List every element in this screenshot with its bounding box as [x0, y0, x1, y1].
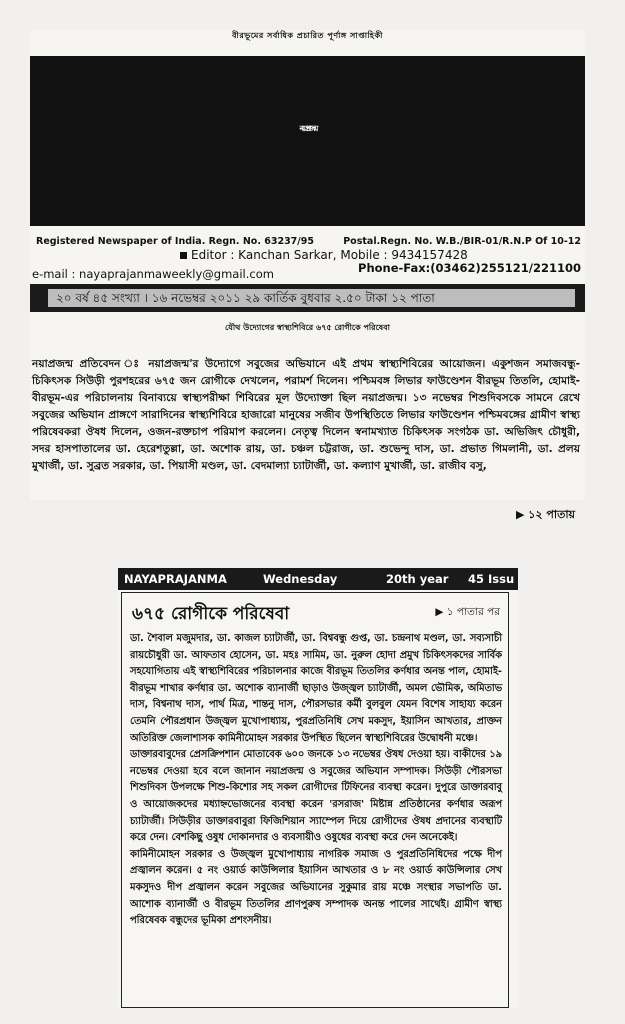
paragraph: ডাক্তারবাবুদের প্রেসক্রিপশান মোতাবেক ৬০০ জনকে ১৩ নভেম্বর ঔষধ দেওয়া হয়। বাকীদের ১৯ নভেম্বর দেওয়া হবে বলে জানান নয়াপ্রজন্ম ও সবুজের অভিযান সম্পাদক। সিউড়ী পৌরসভা শিশুদিবস উপলক্ষে শিশু-কিশোর সহ সকল রোগীদের টিফিনের ব্যবস্থা করেন। দুপুরে ডাক্তারবাবু ও আয়োজকদের মধ্যাহ্নভোজনের ব্যবস্থা করেন 'রসরাজ' মিষ্টান্ন প্রতিষ্ঠানের কর্ণধার অরূপ চ্যাটার্জী। সিউড়ীর ডাক্তারবাবুরা ফিজিশিয়ান স্যাম্পেল দিয়ে রোগীদের ঔষধ প্রদানের ব্যবস্থাটি করে দেন। বেশকিছু ওষুধ দোকানদার ও ব্যবসায়ীও ওষুধের ব্যবস্থা করে দেন অনেকেই। — [130, 749, 502, 844]
band-issue: 45 Issu — [468, 572, 515, 586]
continued-on-page: ▶ ১২ পাতায় — [516, 508, 575, 521]
postal-registration: Postal.Regn. No. W.B./BIR-01/R.N.P Of 10-12 — [343, 236, 581, 247]
email-address: e-mail : nayaprajanmaweekly@gmail.com — [32, 267, 274, 281]
editor-text: Editor : Kanchan Sarkar, Mobile : 9434157428 — [191, 248, 468, 262]
paragraph: কামিনীমোহন সরকার ও উজ্জ্বল মুখোপাধ্যায় নাগরিক সমাজ ও পুরপ্রতিনিধিদের পক্ষে দীপ প্রজ্বালন করেন। ৫ নং ওয়ার্ড কাউন্সিলার ইয়াসিন আখতার ও ৮ নং ওয়ার্ড কাউন্সিলার সেখ মকসুদও দীপ প্রজ্বালন করেন সবুজের অভিযানের সুকুমার রায় মঞ্চে সংস্থার সভাপতি ডা. আশোক ব্যানার্জী ও বীরভূম তিতলির প্রাণপুরুষ সম্পাদক অনন্ত পালের সাথেই। গ্রামীণ স্বাস্থ্য পরিষেবক বন্ধুদের ভূমিকা প্রশংসনীয়। — [130, 848, 502, 927]
continuation-box — [121, 592, 509, 1008]
continuation-body — [130, 631, 502, 930]
masthead-tagline: বীরভূমের সর্বাধিক প্রচারিত পূর্ণাঙ্গ সাপ্তাহিকী — [232, 31, 383, 40]
editor-info — [180, 248, 468, 262]
continued-from-page: ▶ ১ পাতার পর — [435, 606, 500, 618]
continuation-clipping — [118, 568, 518, 1008]
article-headline: যৌথ উদ্যোগের স্বাস্থ্যশিবিরে ৬৭৫ রোগীকে পরিষেবা — [224, 323, 390, 332]
registration-number: Registered Newspaper of India. Regn. No. 63237/95 — [36, 236, 314, 247]
band-paper-name: NAYAPRAJANMA — [124, 572, 227, 586]
front-page-clipping — [30, 30, 585, 521]
masthead-banner — [30, 56, 585, 226]
paragraph: ডা. শৈবাল মজুমদার, ডা. কাজল চ্যাটার্জী, ডা. বিশ্ববন্ধু গুপ্ত, ডা. চন্দ্রনাথ মণ্ডল, ডা. সব্যসাচী রায়চৌধুরী ডা. আফতাব হোসেন, ডা. মহঃ সামিম, ডা. নুরুল হোদা প্রমুখ চিকিৎসকদের সার্বিক সহযোগিতায় এই স্বাস্থ্যশিবিরের পরিচালনার কাজে বীরভূম তিতলির কর্ণধার অনন্ত পাল, হোমাই- বীরভূম শাখার কর্ণধার ডা. অশোক ব্যানার্জী ছাড়াও উজ্জ্বল চ্যাটার্জী, অমল ভৌমিক, অমিতাভ দাস, বিশ্বনাথ দাস, পার্থ মিত্র, শান্তনু দাস, পৌরসভার কর্মী বুলবুল যেমন বিশেষ সাহায্য করেন তেমনি পৌরপ্রধান উজ্জ্বল মুখোপাধ্যায়, পুরপ্রতিনিধি সেখ মকসুদ, ইয়াসিন আখতার, প্রাক্তন অতিরিক্ত জেলাশাসক কামিনীমোহন সরকার উপস্থিত ছিলেন স্বাস্থ্যশিবিরের উদ্বোধনী মঞ্চে। — [130, 633, 502, 744]
continuation-title: ৬৭৫ রোগীকে পরিষেবা — [132, 604, 290, 624]
dateline: ২০ বর্ষ ৪৫ সংখ্যা । ১৬ নভেম্বর ২০১১ ২৯ কার্তিক বুধবার ২.৫০ টাকা ১২ পাতা — [48, 289, 575, 307]
editor-marker-icon — [180, 252, 187, 259]
band-year: 20th year — [386, 572, 449, 586]
page-header-band — [118, 568, 518, 590]
dateline-band — [30, 284, 585, 312]
article-body: নয়াপ্রজন্ম প্রতিবেদন ঃ নয়াপ্রজন্ম'র উদ্যোগে সবুজের অভিযানে এই প্রথম স্বাস্থ্যশিবিরের আয়োজন। একুশজন সমাজবন্ধু-চিকিৎসক সিউড়ী পুরশহরের ৬৭৫ জন রোগীকে দেখলেন, পরামর্শ দিলেন। পশ্চিমবঙ্গ লিভার ফাউণ্ডেশন বীরভূম তিতলি, হোমাই-বীরভূম-এর পরিচালনায় বিনাব্যয়ে স্বাস্থ্যপরীক্ষা শিবিরের মূল উদ্যোক্তা ছিল নয়াপ্রজন্ম। ১৩ নভেম্বর শিশুদিবসকে সামনে রেখে সবুজের অভিযান প্রাঙ্গণে সারাদিনের স্বাস্থ্যশিবিরে হাজারো মানুষের সজীব উপস্থিতিতে লিভার ফাউণ্ডেশন পশ্চিমবঙ্গের গ্রামীণ স্বাস্থ্য পরিষেবকরা ঔষধ দিলেন, ওজন-রক্তচাপ পরিমাপ করলেন। নেতৃত্ব দিলেন স্বনামখ্যাত চিকিৎসক সংগঠক ডা. অভিজিৎ চৌধুরী, সদর হাসপাতালের ডা. হেরেশতুল্লা, ডা. অশোক রায়, ডা. চঞ্চল চট্টরাজ, ডা. শুভেন্দু দাস, ডা. প্রভাত গিমলানী, ডা. প্রলয় মুখার্জী, ডা. সুব্রত সরকার, ডা. পিয়াসী মণ্ডল, ডা. বেদমাল্যা চ্যাটার্জী, ডা. কল্যাণ মুখার্জী, ডা. রাজীব বসু, — [32, 358, 580, 472]
phone-fax: Phone-Fax:(03462)255121/221100 — [358, 261, 581, 275]
band-day: Wednesday — [263, 572, 338, 586]
newspaper-title: নয়াপ্রজন্ম — [299, 123, 316, 133]
